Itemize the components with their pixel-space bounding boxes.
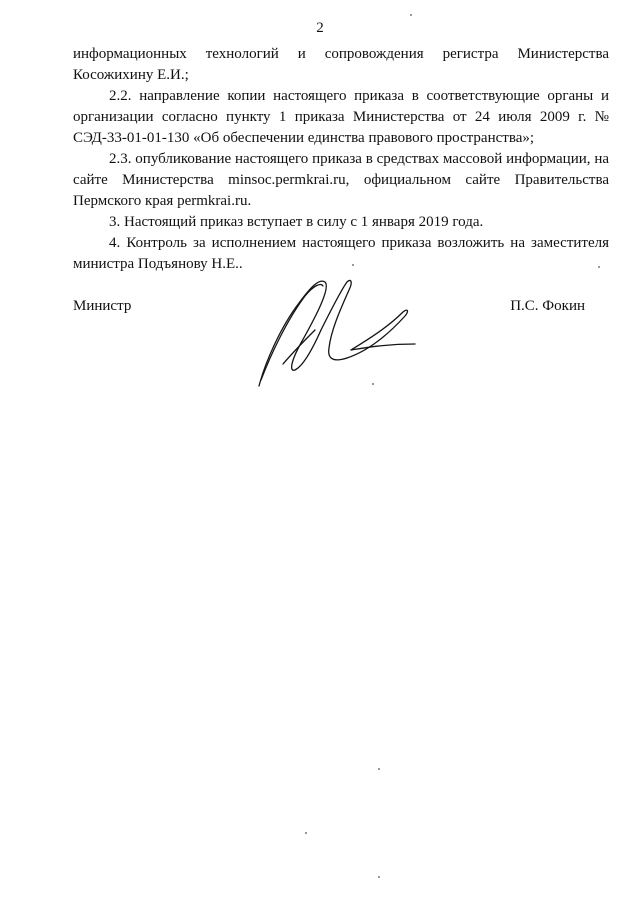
paragraph-continuation-rest: Косожихину Е.И.; [73, 67, 189, 83]
scan-speck [378, 768, 380, 770]
scan-speck [305, 832, 307, 834]
signatory-name: П.С. Фокин [510, 298, 585, 314]
paragraph-2-3: 2.3. опубликование настоящего приказа в средствах массовой информации, на сайте Министерства minsoc.permkrai.ru, официальном сайте Правительства Пермского края permkrai.ru. [73, 151, 609, 209]
paragraph-4: 4. Контроль за исполнением настоящего приказа возложить на заместителя министра Подъянову Н.Е.. [73, 235, 609, 272]
scan-speck [410, 14, 412, 16]
paragraph-continuation-first-line: информационных технологий и сопровождения регистра Министерства [73, 46, 609, 62]
page-number: 2 [316, 20, 324, 36]
scan-speck [598, 266, 600, 268]
scan-speck [378, 876, 380, 878]
scan-speck [372, 383, 374, 385]
signatory-title: Министр [73, 298, 132, 314]
paragraph-3: 3. Настоящий приказ вступает в силу с 1 января 2019 года. [109, 214, 484, 230]
scan-speck [352, 264, 354, 266]
handwritten-signature [255, 268, 420, 393]
document-body [73, 44, 609, 275]
paragraph-2-2: 2.2. направление копии настоящего приказа в соответствующие органы и организации согласно пункту 1 приказа Министерства от 24 июля 2009 г. № СЭД-33-01-01-130 «Об обеспечении единства правового пространства»; [73, 88, 609, 146]
